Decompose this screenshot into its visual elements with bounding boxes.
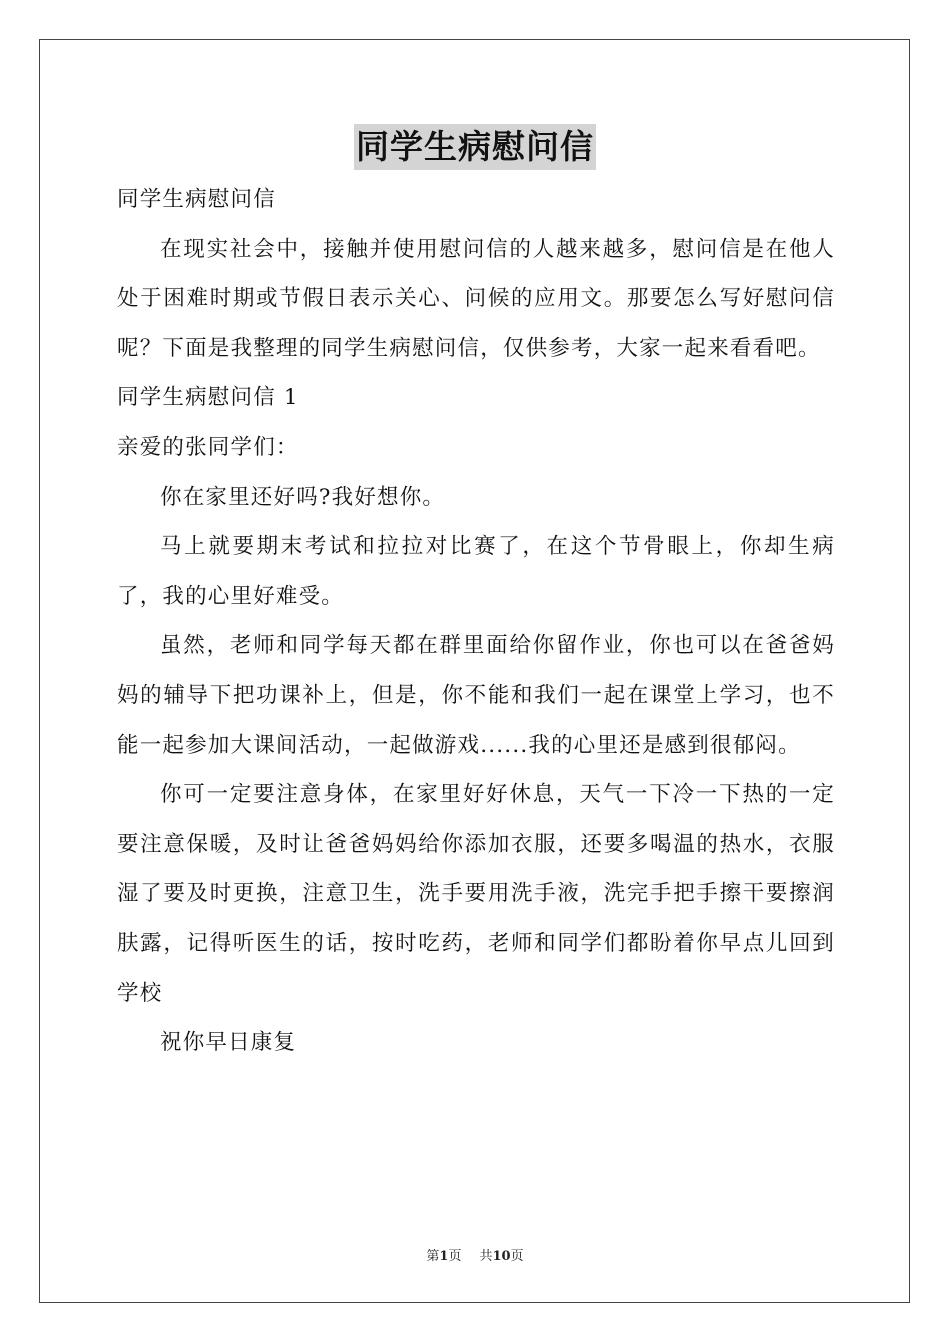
total-suffix: 页 bbox=[510, 1249, 524, 1264]
body-paragraph: 你在家里还好吗?我好想你。 bbox=[160, 484, 446, 510]
body-paragraph: 你可一定要注意身体，在家里好好休息，天气一下冷一下热的一定要注意保暖，及时让爸爸妈妈给你添加衣服，还要多喝温的热水，衣服湿了要及时更换，注意卫生，洗手要用洗手液，洗完手把手擦干要擦润肤露，记得听医生的话，按时吃药，老师和同学们都盼着你早点儿回到学校 bbox=[117, 782, 835, 1006]
page-prefix: 第 bbox=[426, 1249, 440, 1264]
total-pages: 10 bbox=[492, 1249, 511, 1264]
page-footer bbox=[0, 1248, 950, 1266]
body-paragraph: 同学生病慰问信 bbox=[117, 187, 276, 212]
title-container bbox=[0, 124, 950, 170]
total-prefix: 共 bbox=[479, 1249, 493, 1264]
body-paragraph: 在现实社会中，接触并使用慰问信的人越来越多，慰问信是在他人处于困难时期或节假日表示关心、问候的应用文。那要怎么写好慰问信呢？下面是我整理的同学生病慰问信，仅供参考，大家一起来看看吧。 bbox=[117, 236, 835, 361]
body-paragraph: 同学生病慰问信 1 bbox=[117, 385, 299, 411]
body-paragraph: 亲爱的张同学们： bbox=[117, 434, 299, 460]
body-paragraph: 祝你早日康复 bbox=[160, 1030, 297, 1056]
page-suffix: 页 bbox=[448, 1249, 462, 1264]
document-title: 同学生病慰问信 bbox=[354, 124, 596, 170]
page-number: 1 bbox=[439, 1249, 449, 1264]
body-paragraph: 马上就要期末考试和拉拉对比赛了，在这个节骨眼上，你却生病了，我的心里好难受。 bbox=[117, 534, 835, 609]
document-body bbox=[117, 175, 835, 1068]
body-paragraph: 虽然，老师和同学每天都在群里面给你留作业，你也可以在爸爸妈妈的辅导下把功课补上，但是，你不能和我们一起在课堂上学习，也不能一起参加大课间活动，一起做游戏......我的心里还是感到很郁闷。 bbox=[117, 633, 835, 758]
